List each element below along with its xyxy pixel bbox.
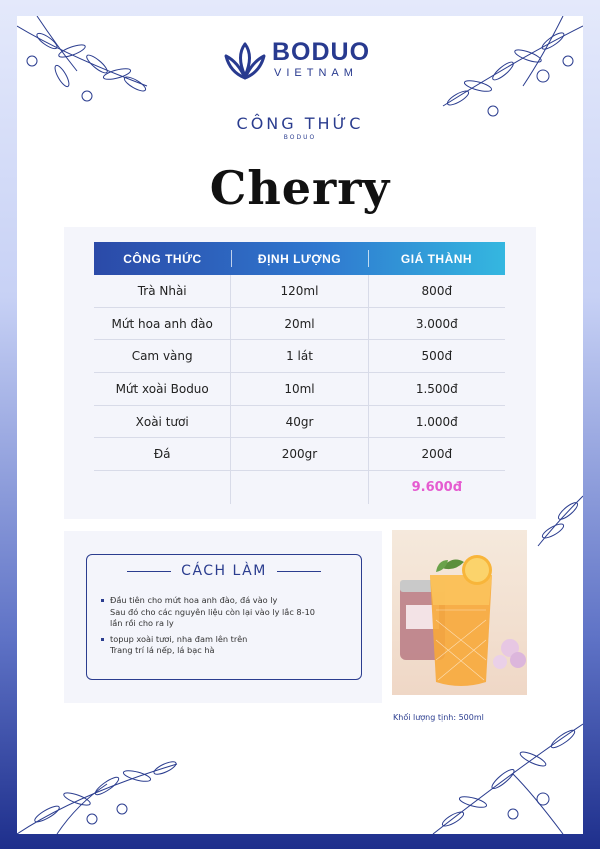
drink-illustration xyxy=(392,530,527,695)
recipe-card xyxy=(17,16,583,834)
section-sub: BODUO xyxy=(283,134,317,141)
method-box xyxy=(86,554,362,680)
table-header xyxy=(94,242,505,275)
ingredient-name: Cam vàng xyxy=(131,349,193,364)
ingredient-quantity: 200gr xyxy=(230,438,367,470)
olive-branch-bottom-right-icon xyxy=(413,704,583,834)
ingredient-name: Xoài tươi xyxy=(135,414,189,429)
ingredient-price: 1.000đ xyxy=(368,406,505,438)
method-title: CÁCH LÀM xyxy=(181,563,267,579)
ingredient-price: 1.500đ xyxy=(368,373,505,405)
table-row xyxy=(94,438,505,471)
ingredient-name: Đá xyxy=(153,447,171,462)
step-line: Trang trí lá nếp, lá bạc hà xyxy=(110,645,215,655)
ingredient-price: 500đ xyxy=(368,340,505,372)
header-recipe: CÔNG THỨC xyxy=(123,251,202,266)
header-quantity: ĐỊNH LƯỢNG xyxy=(231,242,368,275)
step-line: Sau đó cho các nguyên liệu còn lại vào ly lắc 8-10 xyxy=(110,606,316,617)
method-steps xyxy=(101,595,356,661)
ingredient-price: 800đ xyxy=(368,275,505,307)
divider xyxy=(127,571,171,572)
step-line: topup xoài tươi, nha đam lên trên xyxy=(110,633,248,644)
drink-photo xyxy=(392,530,527,695)
divider xyxy=(277,571,321,572)
step-line: Đầu tiên cho mứt hoa anh đào, đá vào ly xyxy=(110,595,278,605)
table-row xyxy=(94,275,505,308)
ingredient-name: Trà Nhài xyxy=(137,283,187,298)
olive-branch-top-left-icon xyxy=(17,16,157,126)
table-row xyxy=(94,340,505,373)
header-price: GIÁ THÀNH xyxy=(368,242,505,275)
ingredient-quantity: 1 lát xyxy=(230,340,367,372)
method-panel xyxy=(64,531,382,703)
list-item xyxy=(101,595,356,630)
ingredient-price: 3.000đ xyxy=(368,308,505,340)
ingredient-quantity: 10ml xyxy=(230,373,367,405)
ingredient-name: Mứt hoa anh đào xyxy=(111,316,213,331)
olive-branch-right-icon xyxy=(533,491,583,551)
olive-branch-bottom-left-icon xyxy=(17,724,187,834)
ingredient-price: 200đ xyxy=(368,438,505,470)
brand-name: BODUO xyxy=(272,38,371,66)
method-heading xyxy=(87,563,361,579)
total-row xyxy=(94,471,505,504)
total-empty-cell xyxy=(94,471,230,504)
ingredient-quantity: 40gr xyxy=(230,406,367,438)
recipe-title: Cherry xyxy=(209,161,391,215)
ingredient-quantity: 120ml xyxy=(230,275,367,307)
ingredient-panel xyxy=(64,227,536,519)
total-empty-cell xyxy=(230,471,367,504)
step-line: lần rồi cho ra ly xyxy=(110,618,174,628)
lotus-logo-icon xyxy=(222,40,268,82)
table-row xyxy=(94,308,505,341)
total-price: 9.600đ xyxy=(368,471,505,504)
ingredient-name: Mứt xoài Boduo xyxy=(115,381,209,396)
list-item xyxy=(101,634,356,657)
ingredient-table xyxy=(94,242,505,504)
ingredient-quantity: 20ml xyxy=(230,308,367,340)
table-row xyxy=(94,406,505,439)
table-row xyxy=(94,373,505,406)
brand-logo xyxy=(222,36,382,96)
brand-sub: VIETNAM xyxy=(274,67,358,79)
net-volume: Khối lượng tịnh: 500ml xyxy=(393,713,484,722)
section-label: CÔNG THỨC xyxy=(236,114,364,133)
